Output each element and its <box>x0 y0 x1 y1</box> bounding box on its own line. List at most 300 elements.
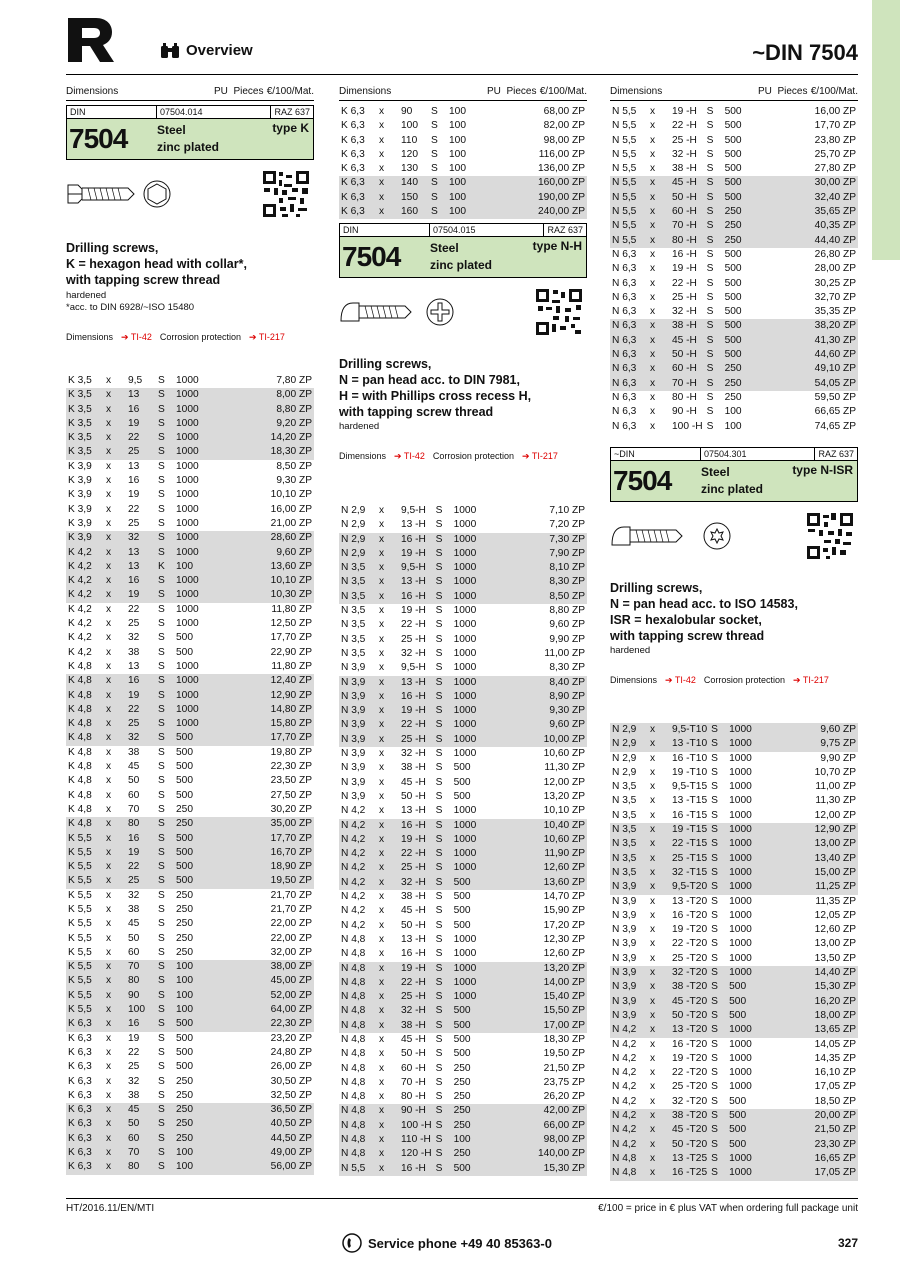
table-row <box>66 746 314 760</box>
price: 56,00 ZP <box>214 1160 314 1174</box>
table-row <box>339 904 587 918</box>
dim-length: 22 <box>126 860 156 874</box>
dim-x: x <box>104 417 126 431</box>
pieces: 500 <box>174 874 214 888</box>
table-row <box>339 1047 587 1061</box>
dim-size: K 3,5 <box>66 388 104 402</box>
price: 16,70 ZP <box>214 846 314 860</box>
price: 10,10 ZP <box>543 805 585 817</box>
dim-size: N 4,8 <box>341 1091 366 1103</box>
dim-size: N 2,9 <box>341 519 366 531</box>
dim-length: 70 -H <box>670 377 705 391</box>
dim-x: x <box>648 966 670 980</box>
table-row <box>339 661 587 675</box>
table-row <box>66 846 314 860</box>
table-row <box>66 1046 314 1060</box>
dim-x: x <box>104 574 126 588</box>
price: 17,05 ZP <box>814 1081 856 1093</box>
pieces: 500 <box>724 106 742 117</box>
overview-link[interactable] <box>160 42 253 59</box>
dim-size: N 5,5 <box>610 234 648 248</box>
pieces: 500 <box>176 1046 193 1058</box>
price: 14,40 ZP <box>767 966 858 980</box>
price: 23,30 ZP <box>767 1138 858 1152</box>
pu: S <box>158 1032 165 1044</box>
price: 74,65 ZP <box>814 420 856 432</box>
price: 9,90 ZP <box>549 633 585 645</box>
dim-size: K 5,5 <box>66 832 104 846</box>
pieces: 1000 <box>176 503 199 515</box>
dim-size: N 2,9 <box>339 547 377 561</box>
price: 40,35 ZP <box>763 219 858 233</box>
pu: S <box>435 776 443 788</box>
dim-x: x <box>104 731 126 745</box>
dim-size: K 4,8 <box>66 817 104 831</box>
dim-length: 120 -H <box>399 1147 434 1161</box>
dim-x: x <box>379 948 385 960</box>
price: 12,00 ZP <box>814 809 856 821</box>
dim-x: x <box>106 761 112 773</box>
dim-size: N 6,3 <box>612 263 637 275</box>
dim-length: 16 <box>128 475 140 487</box>
dim-length: 60 <box>126 1132 156 1146</box>
dim-x: x <box>377 876 399 890</box>
price: 21,00 ZP <box>270 517 312 529</box>
pu: S <box>709 1009 727 1023</box>
dim-length: 13 -T25 <box>670 1152 709 1166</box>
price: 52,00 ZP <box>214 989 314 1003</box>
price: 36,50 ZP <box>214 1103 314 1117</box>
dim-size: N 4,2 <box>610 1123 648 1137</box>
dim-x: x <box>377 962 399 976</box>
dim-x: x <box>377 1119 399 1133</box>
dim-size: N 5,5 <box>610 176 648 190</box>
dim-x: x <box>379 120 385 132</box>
table-row <box>66 689 314 703</box>
dim-length: 25 -H <box>399 990 434 1004</box>
dim-x: x <box>106 503 112 515</box>
price: 15,50 ZP <box>492 1004 587 1018</box>
dim-size: K 5,5 <box>68 932 92 944</box>
pu: S <box>158 618 165 630</box>
table-row <box>66 631 314 645</box>
table-row <box>339 776 587 790</box>
pieces: 1000 <box>729 795 752 807</box>
dim-size: N 4,8 <box>339 1019 377 1033</box>
dim-length: 13 <box>126 388 156 402</box>
price: 18,30 ZP <box>214 445 314 459</box>
service-phone[interactable]: Service phone +49 40 85363-0 <box>342 1233 552 1253</box>
references: Dimensions ➔ TI-42 Corrosion protection ➔ TI-217 <box>66 332 285 342</box>
dim-length: 50 -H <box>401 919 426 931</box>
pu: S <box>435 933 443 945</box>
pu: S <box>711 938 718 950</box>
table-row <box>339 990 587 1004</box>
price: 11,80 ZP <box>271 660 312 672</box>
pu: S <box>435 1048 443 1060</box>
dim-length: 38 -T20 <box>670 1109 709 1123</box>
pu: S <box>709 837 727 851</box>
dim-x: x <box>650 781 656 793</box>
dim-x: x <box>377 590 399 604</box>
table-row <box>339 1062 587 1076</box>
price: 14,70 ZP <box>543 891 585 903</box>
dim-x: x <box>650 120 656 132</box>
price-table-k-long <box>339 105 587 219</box>
table-row <box>610 1009 858 1023</box>
dim-size: N 6,3 <box>612 277 637 289</box>
dim-size: N 3,5 <box>610 852 648 866</box>
dim-length: 38 <box>128 646 140 658</box>
dim-length: 38 -H <box>401 891 426 903</box>
pieces: 1000 <box>174 703 214 717</box>
dim-size: N 6,3 <box>610 348 648 362</box>
pieces: 250 <box>723 205 763 219</box>
dim-x: x <box>648 219 670 233</box>
table-row <box>610 895 858 909</box>
price: 22,30 ZP <box>270 761 312 773</box>
table-row <box>610 362 858 376</box>
dim-x: x <box>379 1091 385 1103</box>
pu: S <box>156 860 174 874</box>
pieces: 1000 <box>727 737 767 751</box>
pieces: 250 <box>452 1119 492 1133</box>
pu: S <box>435 919 443 931</box>
dim-x: x <box>377 1004 399 1018</box>
price: 9,60 ZP <box>492 718 587 732</box>
qr-code-icon[interactable] <box>806 512 854 560</box>
dim-length: 13 -H <box>401 805 426 817</box>
table-row <box>610 766 858 780</box>
table-row <box>66 674 314 688</box>
price: 17,70 ZP <box>214 832 314 846</box>
table-row <box>339 890 587 904</box>
price: 54,05 ZP <box>763 377 858 391</box>
dim-size: N 5,5 <box>612 148 637 160</box>
dim-size: N 3,9 <box>341 790 366 802</box>
dim-size: N 3,9 <box>339 676 377 690</box>
pieces: 1000 <box>729 1067 752 1079</box>
price: 14,80 ZP <box>214 703 314 717</box>
dim-length: 80 -H <box>670 234 705 248</box>
price: 21,50 ZP <box>543 1062 585 1074</box>
pieces: 1000 <box>729 938 752 950</box>
table-row <box>610 1052 858 1066</box>
product-box-k: DIN 07504.014 RAZ 637 7504 Steel zinc plated type K <box>66 105 314 160</box>
pu: S <box>156 1017 174 1031</box>
dim-length: 19 -T20 <box>672 924 708 936</box>
dim-length: 13 -T10 <box>670 737 709 751</box>
dim-length: 90 -H <box>399 1104 434 1118</box>
dim-size: N 4,8 <box>341 1062 366 1074</box>
table-row <box>339 1133 587 1147</box>
price: 13,60 ZP <box>214 560 314 574</box>
pieces: 1000 <box>452 561 492 575</box>
dim-size: N 6,3 <box>610 362 648 376</box>
table-row <box>610 1138 858 1152</box>
pu: S <box>709 1166 727 1180</box>
pu: S <box>709 823 727 837</box>
price: 35,00 ZP <box>214 817 314 831</box>
dim-size: K 5,5 <box>66 989 104 1003</box>
dim-size: N 6,3 <box>612 306 637 318</box>
dim-size: N 4,2 <box>339 861 377 875</box>
pieces: 500 <box>174 860 214 874</box>
dim-length: 16 <box>126 674 156 688</box>
dim-size: N 6,3 <box>610 377 648 391</box>
dim-x: x <box>650 306 656 318</box>
pieces: 250 <box>453 1062 471 1074</box>
dim-size: K 6,3 <box>341 106 365 117</box>
dim-length: 22 -H <box>399 976 434 990</box>
pu: S <box>429 191 447 205</box>
dim-size: N 4,2 <box>341 905 366 917</box>
dim-x: x <box>379 519 385 531</box>
dim-x: x <box>104 560 126 574</box>
pieces: 1000 <box>729 1081 752 1093</box>
product-number: 7504 <box>613 464 672 496</box>
dim-x: x <box>377 191 399 205</box>
table-row <box>339 690 587 704</box>
dim-size: N 5,5 <box>612 106 637 117</box>
table-row <box>610 148 858 162</box>
dim-length: 32 -H <box>672 306 697 318</box>
price: 11,35 ZP <box>815 895 856 907</box>
dim-x: x <box>104 717 126 731</box>
pu: S <box>434 1004 452 1018</box>
pu: S <box>435 805 443 817</box>
price: 7,30 ZP <box>492 533 587 547</box>
dim-size: K 4,8 <box>68 746 92 758</box>
product-number: 7504 <box>342 241 401 273</box>
dim-length: 16 -T15 <box>672 809 708 821</box>
pu: S <box>156 388 174 402</box>
dim-length: 70 <box>126 960 156 974</box>
pu: S <box>709 966 727 980</box>
price: 22,00 ZP <box>270 918 312 930</box>
pu: S <box>158 1046 165 1058</box>
dim-x: x <box>648 866 670 880</box>
dim-size: K 4,8 <box>68 761 92 773</box>
dim-x: x <box>377 176 399 190</box>
table-row <box>610 1109 858 1123</box>
dim-length: 9,5-T20 <box>670 880 709 894</box>
dim-size: N 2,9 <box>612 766 637 778</box>
dim-length: 16 <box>126 403 156 417</box>
price: 15,80 ZP <box>214 717 314 731</box>
pu: S <box>705 348 723 362</box>
dim-x: x <box>379 1048 385 1060</box>
pu: S <box>435 605 443 617</box>
dim-size: K 6,3 <box>68 1089 92 1101</box>
dim-x: x <box>104 1132 126 1146</box>
table-row <box>339 205 587 219</box>
dim-size: N 5,5 <box>612 163 637 175</box>
dim-size: N 4,8 <box>339 976 377 990</box>
table-row <box>339 618 587 632</box>
table-row <box>610 105 858 119</box>
dim-x: x <box>650 163 656 175</box>
pieces: 100 <box>174 989 214 1003</box>
dim-size: K 5,5 <box>66 874 104 888</box>
pieces: 1000 <box>729 752 752 764</box>
price: 10,00 ZP <box>492 733 587 747</box>
price: 9,20 ZP <box>214 417 314 431</box>
table-row <box>66 417 314 431</box>
table-row <box>66 832 314 846</box>
dim-x: x <box>648 880 670 894</box>
dim-x: x <box>379 776 385 788</box>
pu: S <box>705 377 723 391</box>
dim-size: N 4,8 <box>610 1152 648 1166</box>
dim-length: 13 -H <box>399 676 434 690</box>
pieces: 500 <box>724 263 742 275</box>
dim-size: K 3,5 <box>66 445 104 459</box>
table-row <box>66 946 314 960</box>
price: 25,70 ZP <box>814 148 856 160</box>
pieces: 1000 <box>452 847 492 861</box>
dim-size: N 4,2 <box>610 1109 648 1123</box>
table-row <box>66 546 314 560</box>
dim-x: x <box>377 1133 399 1147</box>
dim-x: x <box>104 431 126 445</box>
dim-size: K 4,8 <box>66 731 104 745</box>
dim-length: 16 -H <box>672 248 697 260</box>
dim-x: x <box>379 1062 385 1074</box>
dim-x: x <box>377 704 399 718</box>
pieces: 1000 <box>452 976 492 990</box>
dim-size: N 3,9 <box>610 966 648 980</box>
pieces: 500 <box>453 891 471 903</box>
dim-x: x <box>650 106 656 117</box>
price: 98,00 ZP <box>492 1133 587 1147</box>
pieces: 1000 <box>729 895 752 907</box>
dim-x: x <box>106 618 112 630</box>
pieces: 1000 <box>452 861 492 875</box>
pu: S <box>706 263 714 275</box>
dim-x: x <box>377 676 399 690</box>
dim-length: 19 -T20 <box>672 1052 708 1064</box>
table-row <box>610 1080 858 1094</box>
dim-x: x <box>377 533 399 547</box>
pieces: 1000 <box>727 823 767 837</box>
dim-x: x <box>106 475 112 487</box>
dim-x: x <box>104 588 126 602</box>
qr-code-icon[interactable] <box>262 170 310 218</box>
pieces: 500 <box>724 291 742 303</box>
table-row <box>66 517 314 531</box>
pu: S <box>711 909 718 921</box>
price: 19,50 ZP <box>543 1048 585 1060</box>
pu: S <box>434 690 452 704</box>
pu: S <box>434 561 452 575</box>
table-row <box>339 790 587 804</box>
pieces: 500 <box>176 789 193 801</box>
pu: S <box>429 205 447 219</box>
pu: S <box>709 995 727 1009</box>
dim-length: 45 <box>128 761 140 773</box>
pu: S <box>709 737 727 751</box>
pu: S <box>711 895 718 907</box>
dim-x: x <box>379 905 385 917</box>
pieces: 500 <box>723 319 763 333</box>
dim-x: x <box>104 445 126 459</box>
dim-x: x <box>377 547 399 561</box>
dim-size: N 4,8 <box>341 933 366 945</box>
dim-x: x <box>377 990 399 1004</box>
pieces: 1000 <box>176 603 199 615</box>
dim-length: 80 <box>126 817 156 831</box>
table-row <box>339 119 587 133</box>
pu: S <box>158 903 165 915</box>
table-row <box>66 703 314 717</box>
pieces: 1000 <box>452 990 492 1004</box>
pu: K <box>156 560 174 574</box>
pu: S <box>435 662 443 674</box>
pieces: 500 <box>727 1009 767 1023</box>
dim-length: 16 <box>126 574 156 588</box>
table-row <box>339 533 587 547</box>
dim-size: N 4,2 <box>612 1081 637 1093</box>
price: 15,00 ZP <box>767 866 858 880</box>
pu: S <box>709 723 727 737</box>
pu: S <box>705 334 723 348</box>
pu: S <box>158 646 165 658</box>
dim-x: x <box>379 633 385 645</box>
qr-code-icon[interactable] <box>535 288 583 336</box>
price: 13,20 ZP <box>543 790 585 802</box>
dim-size: N 3,9 <box>612 938 637 950</box>
dim-length: 45 -H <box>670 334 705 348</box>
price: 14,35 ZP <box>814 1052 856 1064</box>
pieces: 250 <box>174 1132 214 1146</box>
table-row <box>66 717 314 731</box>
pu: S <box>709 1152 727 1166</box>
dim-x: x <box>650 1038 656 1050</box>
dim-length: 50 <box>128 775 140 787</box>
pu: S <box>158 775 165 787</box>
pieces: 1000 <box>453 948 477 960</box>
pieces: 1000 <box>176 475 199 487</box>
price: 8,50 ZP <box>276 460 312 472</box>
pu: S <box>431 134 438 146</box>
price: 23,50 ZP <box>270 775 312 787</box>
pieces: 500 <box>727 1109 767 1123</box>
dim-size: N 4,8 <box>339 1133 377 1147</box>
pu: S <box>434 976 452 990</box>
price: 12,50 ZP <box>270 618 312 630</box>
dim-x: x <box>648 837 670 851</box>
pieces: 100 <box>174 974 214 988</box>
price: 59,50 ZP <box>814 391 856 403</box>
pu: S <box>434 833 452 847</box>
dim-length: 25 -H <box>399 861 434 875</box>
pu: S <box>156 588 174 602</box>
table-row <box>610 134 858 148</box>
pu: S <box>435 948 443 960</box>
dim-length: 13 -T20 <box>670 1023 709 1037</box>
price: 16,00 ZP <box>270 503 312 515</box>
table-row <box>339 861 587 875</box>
dim-size: K 6,3 <box>66 1117 104 1131</box>
dim-length: 38 -H <box>399 1019 434 1033</box>
dim-x: x <box>379 762 385 774</box>
price: 28,60 ZP <box>214 531 314 545</box>
table-row <box>610 780 858 794</box>
pu: S <box>435 790 443 802</box>
dim-x: x <box>106 946 112 958</box>
dim-x: x <box>379 933 385 945</box>
